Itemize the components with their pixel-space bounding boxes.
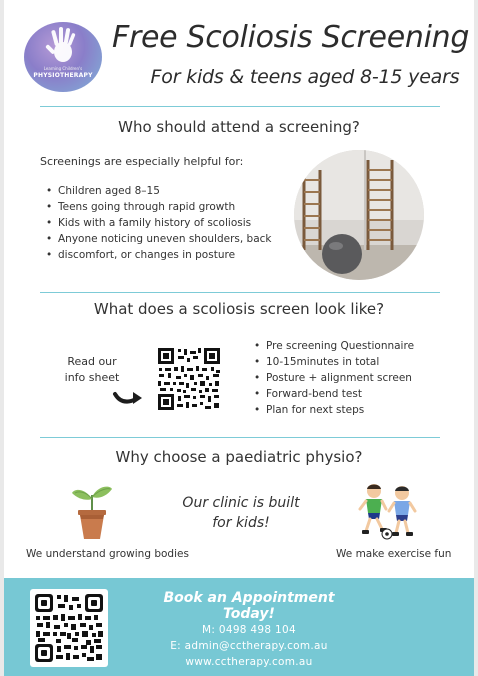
clinic-tagline-line: Our clinic is built <box>182 495 300 511</box>
why-heading: Why choose a paediatric physio? <box>115 448 363 466</box>
attend-intro: Screenings are especially helpful for: <box>40 155 244 168</box>
info-sheet-label <box>62 354 122 386</box>
booking-qr-card <box>30 589 108 667</box>
page-title: Free Scoliosis Screening <box>112 20 470 55</box>
list-item: • 10-15minutes in total <box>252 354 452 370</box>
page-subtitle: For kids & teens aged 8-15 years <box>150 66 460 88</box>
list-item: • Pre screening Questionnaire <box>252 338 452 354</box>
clinic-tagline-line: for kids! <box>212 515 270 531</box>
contact-website[interactable]: www.cctherapy.com.au <box>185 656 313 668</box>
logo-tagline: Learning Children's <box>43 66 83 71</box>
divider <box>40 437 440 438</box>
clinic-logo <box>24 22 102 92</box>
list-item: • Plan for next steps <box>252 402 452 418</box>
booking-qr-code[interactable] <box>34 593 104 663</box>
booking-heading: Book an Appointment Today! <box>163 590 335 622</box>
curved-arrow-icon <box>112 386 144 408</box>
list-item: • Forward-bend test <box>252 386 452 402</box>
info-sheet-qr-code[interactable] <box>156 346 222 412</box>
clinic-room-photo <box>294 150 424 280</box>
caption-growing-bodies: We understand growing bodies <box>26 548 189 560</box>
attend-heading: Who should attend a screening? <box>118 118 360 136</box>
screen-steps-list <box>252 338 452 418</box>
info-sheet-line: info sheet <box>64 371 120 384</box>
handprint-logo-icon <box>24 22 102 92</box>
divider <box>40 292 440 293</box>
list-item: • Teens going through rapid growth <box>44 199 284 215</box>
logo-name: PHYSIOTHERAPY <box>33 72 93 79</box>
list-item: • Anyone noticing uneven shoulders, back <box>44 231 284 247</box>
list-item: • Children aged 8–15 <box>44 183 284 199</box>
list-item: • Posture + alignment screen <box>252 370 452 386</box>
attend-list <box>44 183 284 263</box>
contact-email[interactable]: E: admin@cctherapy.com.au <box>170 640 328 652</box>
clinic-tagline <box>176 493 306 533</box>
booking-footer <box>4 578 474 676</box>
kids-playing-soccer-icon <box>356 481 420 541</box>
list-item: • Kids with a family history of scoliosis <box>44 215 284 231</box>
list-item-continuation: • discomfort, or changes in posture <box>44 247 284 263</box>
info-sheet-line: Read our <box>67 355 117 368</box>
plant-icon <box>70 481 114 541</box>
contact-phone[interactable]: M: 0498 498 104 <box>202 624 296 636</box>
screen-heading: What does a scoliosis screen look like? <box>93 300 385 318</box>
caption-exercise-fun: We make exercise fun <box>336 548 452 560</box>
divider <box>40 106 440 107</box>
